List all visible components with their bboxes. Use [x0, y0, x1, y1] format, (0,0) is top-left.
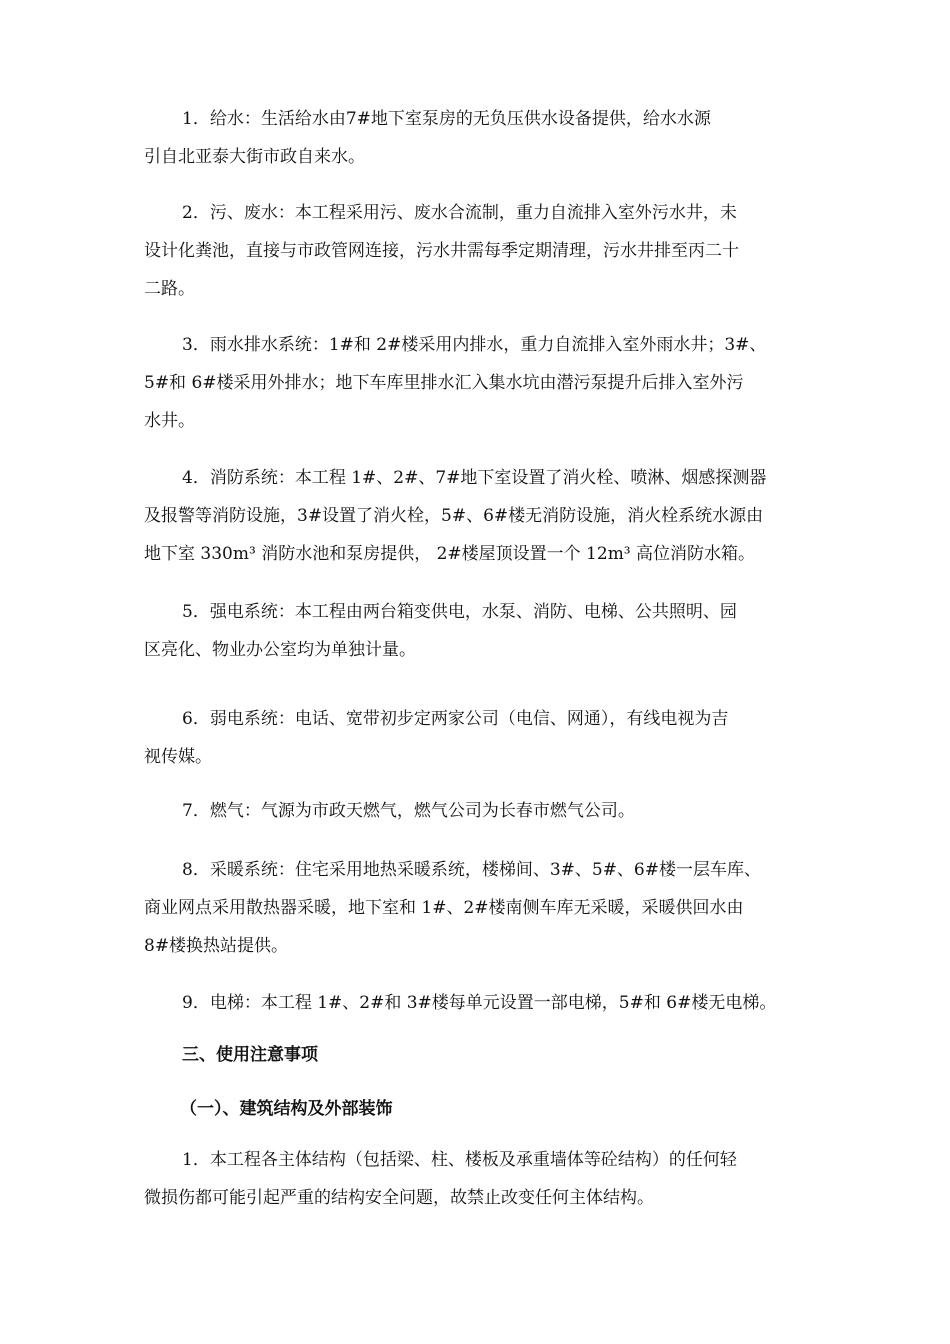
text-line: 8#楼换热站提供。 [144, 936, 289, 956]
text-line: 6．弱电系统：电话、宽带初步定两家公司（电信、网通），有线电视为吉 [182, 709, 729, 729]
paragraph-structure-warning [144, 1141, 816, 1217]
subsection-heading: （一）、建筑结构及外部装饰 [180, 1099, 393, 1119]
paragraph-power [144, 593, 816, 669]
text-line: 9．电梯：本工程 1#、2#和 3#楼每单元设置一部电梯，5#和 6#楼无电梯。 [182, 993, 777, 1013]
paragraph-weak-current [144, 700, 816, 776]
paragraph-rainwater [144, 326, 816, 440]
paragraph-water-supply [144, 100, 816, 176]
text-line: 3．雨水排水系统：1#和 2#楼采用内排水，重力自流排入室外雨水井；3#、 [182, 335, 767, 355]
text-line: 商业网点采用散热器采暖，地下室和 1#、2#楼南侧车库无采暖，采暖供回水由 [144, 898, 744, 918]
text-line: 1．本工程各主体结构（包括梁、柱、楼板及承重墙体等砼结构）的任何轻 [182, 1150, 737, 1170]
text-line: 4．消防系统：本工程 1#、2#、7#地下室设置了消火栓、喷淋、烟感探测器 [182, 468, 767, 488]
text-line: 引自北亚泰大街市政自来水。 [144, 147, 365, 167]
text-line: 1．给水：生活给水由7#地下室泵房的无负压供水设备提供，给水水源 [182, 109, 711, 129]
paragraph-fire-protection [144, 459, 816, 573]
paragraph-elevator [144, 984, 816, 1022]
text-line: 设计化粪池，直接与市政管网连接，污水井需每季定期清理，污水井排至丙二十 [144, 241, 739, 261]
paragraph-heating [144, 851, 816, 965]
text-line: 地下室 330m³ 消防水池和泵房提供， 2#楼屋顶设置一个 12m³ 高位消防水箱。 [144, 544, 756, 564]
text-line: 二路。 [144, 279, 195, 299]
text-line: 5#和 6#楼采用外排水；地下车库里排水汇入集水坑由潜污泵提升后排入室外污 [144, 373, 744, 393]
text-line: 区亮化、物业办公室均为单独计量。 [144, 640, 416, 660]
text-line: 8．采暖系统：住宅采用地热采暖系统，楼梯间、3#、5#、6#楼一层车库、 [182, 860, 761, 880]
paragraph-sewage [144, 194, 816, 308]
text-line: 水井。 [144, 411, 195, 431]
text-line: 视传媒。 [144, 747, 212, 767]
text-line: 5．强电系统：本工程由两台箱变供电，水泵、消防、电梯、公共照明、园 [182, 602, 737, 622]
text-line: 微损伤都可能引起严重的结构安全问题，故禁止改变任何主体结构。 [144, 1188, 654, 1208]
section-heading: 三、使用注意事项 [182, 1045, 318, 1065]
text-line: 2．污、废水：本工程采用污、废水合流制，重力自流排入室外污水井，未 [182, 203, 737, 223]
text-line: 及报警等消防设施，3#设置了消火栓，5#、6#楼无消防设施，消火栓系统水源由 [144, 506, 764, 526]
text-line: 7．燃气：气源为市政天燃气，燃气公司为长春市燃气公司。 [182, 801, 635, 821]
paragraph-gas [144, 792, 816, 830]
